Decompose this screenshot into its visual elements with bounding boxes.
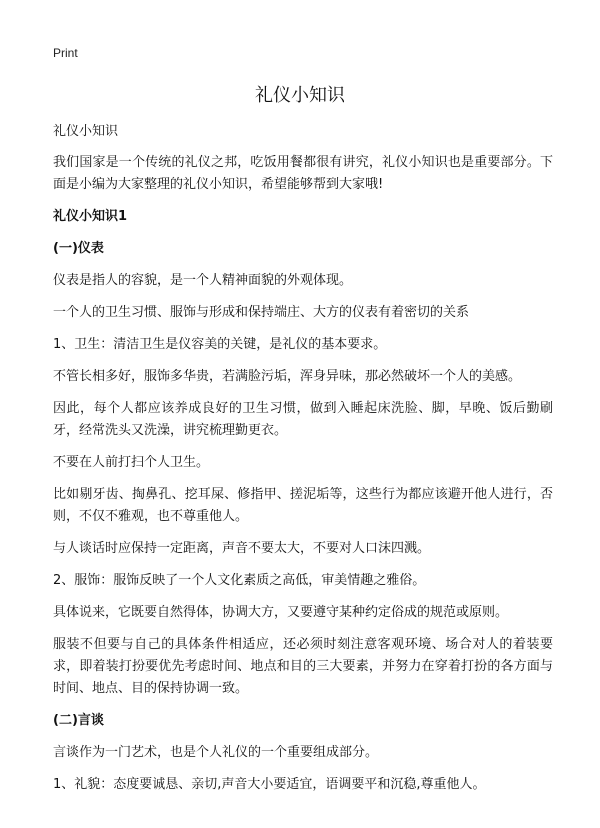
paragraph: 比如剔牙齿、掏鼻孔、挖耳屎、修指甲、搓泥垢等，这些行为都应该避开他人进行，否则，不仅不雅观，也不尊重他人。 — [53, 487, 553, 524]
document-body — [53, 121, 553, 806]
paragraph: 2、服饰：服饰反映了一个人文化素质之高低，审美情趣之雅俗。 — [53, 573, 426, 588]
paragraph: 仪表是指人的容貌，是一个人精神面貌的外观体现。 — [53, 273, 353, 288]
paragraph: 1、卫生：清洁卫生是仪容美的关键，是礼仪的基本要求。 — [53, 337, 387, 352]
paragraph: 服装不但要与自己的具体条件相适应，还必须时刻注意客观环境、场合对人的着装要求，即着装打扮要优先考虑时间、地点和目的三大要素，并努力在穿着打扮的各方面与时间、地点、目的保持协调一致。 — [53, 637, 553, 696]
intro-paragraph: 我们国家是一个传统的礼仪之邦，吃饭用餐都很有讲究，礼仪小知识也是重要部分。下面是小编为大家整理的礼仪小知识，希望能够帮到大家哦! — [53, 155, 553, 192]
paragraph: 与人谈话时应保持一定距离，声音不要太大，不要对人口沫四溅。 — [53, 541, 431, 556]
section-heading-1: 礼仪小知识1 — [53, 209, 128, 224]
paragraph: 不管长相多好，服饰多华贵，若满脸污垢，浑身异味，那必然破坏一个人的美感。 — [53, 369, 522, 384]
paragraph: 言谈作为一门艺术，也是个人礼仪的一个重要组成部分。 — [53, 745, 379, 760]
subsection-heading-appearance: (一)仪表 — [53, 241, 104, 256]
paragraph: 因此，每个人都应该养成良好的卫生习惯，做到入睡起床洗脸、脚，早晚、饭后勤刷牙，经常洗头又洗澡，讲究梳理勤更衣。 — [53, 401, 553, 438]
subtitle: 礼仪小知识 — [53, 124, 119, 139]
paragraph: 一个人的卫生习惯、服饰与形成和保持端庄、大方的仪表有着密切的关系 — [53, 305, 470, 320]
paragraph: 具体说来，它既要自然得体，协调大方，又要遵守某种约定俗成的规范或原则。 — [53, 605, 509, 620]
print-label: Print — [53, 46, 78, 60]
paragraph: 1、礼貌：态度要诚恳、亲切,声音大小要适宜，语调要平和沉稳,尊重他人。 — [53, 777, 486, 792]
page-title: 礼仪小知识 — [255, 85, 345, 106]
subsection-heading-speech: (二)言谈 — [53, 713, 104, 728]
paragraph: 不要在人前打扫个人卫生。 — [53, 455, 210, 470]
